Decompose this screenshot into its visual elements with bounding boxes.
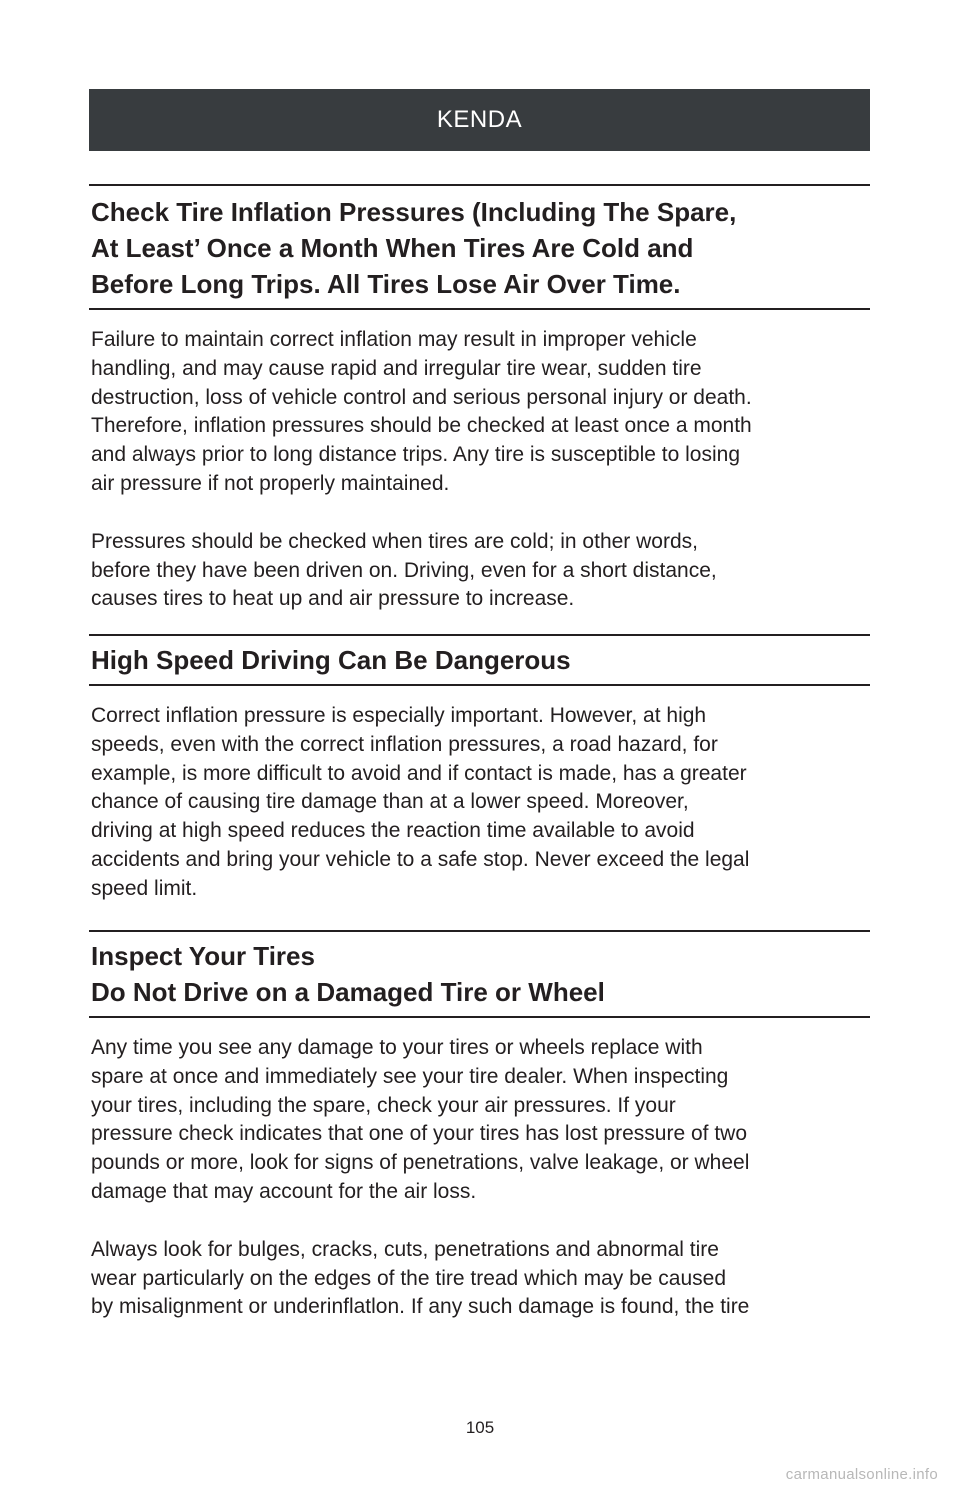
text-line: speeds, even with the correct inflation pressures, a road hazard, for	[91, 732, 718, 756]
text-line: Correct inflation pressure is especially important. However, at high	[91, 704, 707, 727]
heading-line: Before Long Trips. All Tires Lose Air Over Time.	[91, 269, 681, 299]
text-line: wear particularly on the edges of the tire tread which may be caused	[91, 1266, 727, 1290]
header-bar	[89, 89, 870, 151]
text-line: air pressure if not properly maintained.	[91, 471, 450, 495]
text-line: damage that may account for the air loss.	[91, 1179, 477, 1203]
text-line: Failure to maintain correct inflation may result in improper vehicle	[91, 328, 697, 351]
header-title: KENDA	[436, 106, 523, 133]
watermark: carmanualsonline.info	[785, 1466, 938, 1483]
heading-line: Inspect Your Tires	[91, 941, 315, 971]
text-line: Therefore, inflation pressures should be checked at least once a month	[91, 414, 752, 438]
section-heading	[89, 186, 870, 308]
text-line: pressure check indicates that one of your tires has lost pressure of two	[91, 1122, 747, 1146]
bottom-rule	[89, 308, 870, 310]
paragraph	[89, 326, 870, 499]
text-line: before they have been driven on. Driving, even for a short distance,	[91, 558, 717, 582]
section-heading	[89, 636, 870, 684]
section-high-speed	[89, 634, 870, 904]
paragraph	[89, 528, 870, 614]
text-line: handling, and may cause rapid and irregular tire wear, sudden tire	[91, 356, 702, 380]
heading-line: High Speed Driving Can Be Dangerous	[91, 645, 571, 675]
paragraph	[89, 702, 870, 904]
text-line: Pressures should be checked when tires are cold; in other words,	[91, 529, 698, 553]
text-line: destruction, loss of vehicle control and serious personal injury or death.	[91, 385, 752, 409]
text-line: chance of causing tire damage than at a lower speed. Moreover,	[91, 790, 689, 814]
text-line: accidents and bring your vehicle to a safe stop. Never exceed the legal	[91, 847, 750, 871]
text-line: and always prior to long distance trips. Any tire is susceptible to losing	[91, 443, 741, 467]
text-line: Any time you see any damage to your tires or wheels replace with	[91, 1036, 703, 1059]
text-line: Always look for bulges, cracks, cuts, penetrations and abnormal tire	[91, 1237, 719, 1261]
section-tire-inflation	[89, 184, 870, 614]
text-line: example, is more difficult to avoid and if contact is made, has a greater	[91, 761, 747, 785]
bottom-rule	[89, 1016, 870, 1018]
paragraph	[89, 1236, 870, 1322]
section-heading	[89, 932, 870, 1016]
text-line: your tires, including the spare, check your air pressures. If your	[91, 1093, 676, 1117]
heading-line: Check Tire Inflation Pressures (Including The Spare,	[91, 197, 737, 227]
paragraph	[89, 1034, 870, 1207]
page-number: 105	[465, 1418, 495, 1437]
text-line: spare at once and immediately see your tire dealer. When inspecting	[91, 1064, 729, 1088]
text-line: pounds or more, look for signs of penetrations, valve leakage, or wheel	[91, 1151, 750, 1175]
bottom-rule	[89, 684, 870, 686]
heading-line: At Least’ Once a Month When Tires Are Cold and	[91, 233, 694, 263]
text-line: speed limit.	[91, 876, 198, 900]
text-line: causes tires to heat up and air pressure to increase.	[91, 587, 575, 611]
heading-line: Do Not Drive on a Damaged Tire or Wheel	[91, 977, 605, 1007]
text-line: by misalignment or underinflatlon. If any such damage is found, the tire	[91, 1295, 750, 1319]
text-line: driving at high speed reduces the reaction time available to avoid	[91, 819, 695, 843]
section-inspect-tires	[89, 930, 870, 1322]
